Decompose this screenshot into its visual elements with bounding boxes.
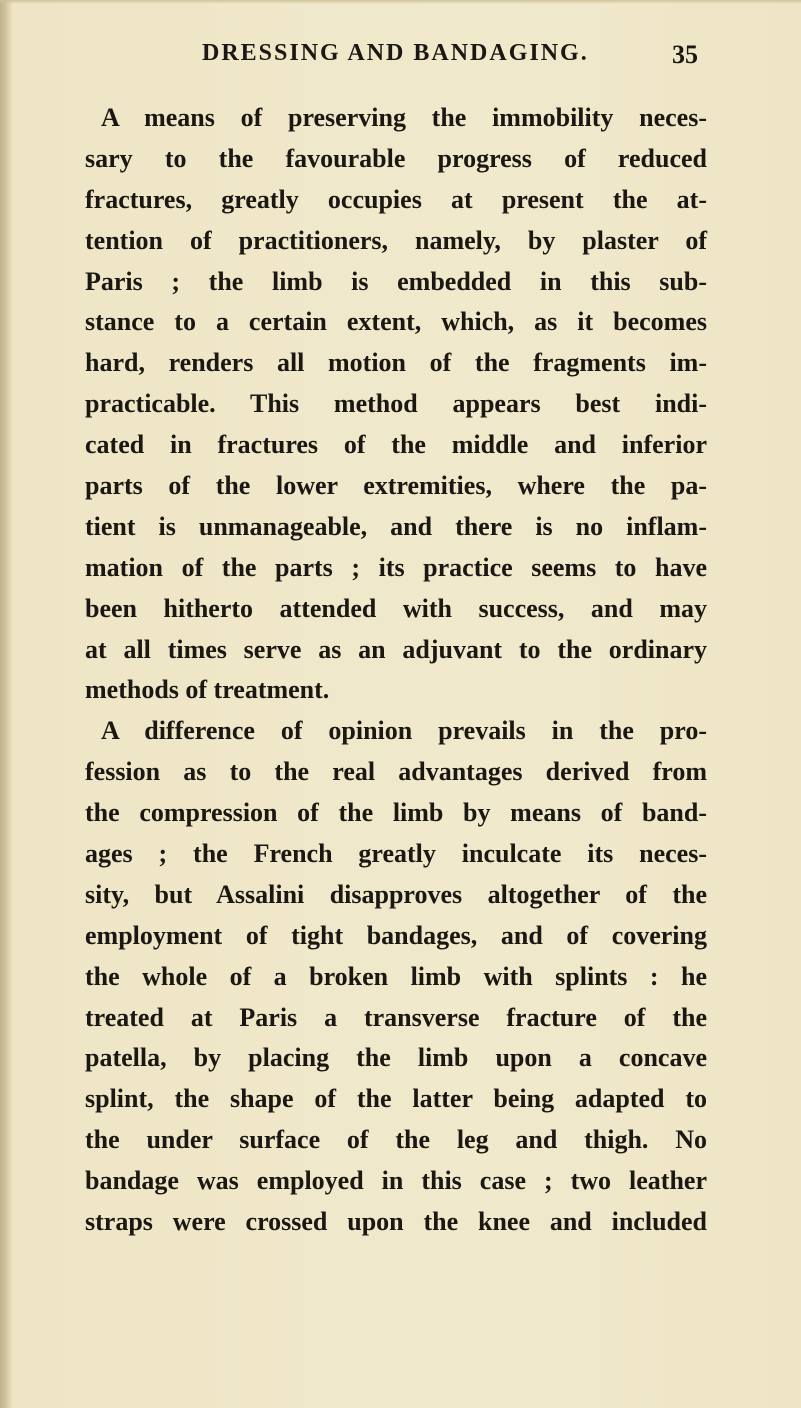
text-line: the under surface of the leg and thigh. No — [85, 1125, 707, 1155]
text-line: patella, by placing the limb upon a concave — [85, 1043, 707, 1073]
text-line: A difference of opinion prevails in the pro- — [101, 716, 707, 746]
running-head: DRESSING AND BANDAGING. — [202, 40, 589, 66]
text-line: sity, but Assalini disapproves altogether of the — [85, 879, 707, 909]
paragraph-2 — [85, 711, 707, 1243]
text-line: the whole of a broken limb with splints : he — [85, 961, 707, 991]
text-line: parts of the lower extremities, where the pa- — [85, 471, 707, 501]
text-line: stance to a certain extent, which, as it becomes — [85, 307, 707, 337]
text-line: straps were crossed upon the knee and included — [85, 1207, 707, 1237]
body-text — [85, 98, 707, 1243]
text-line: fession as to the real advantages derived from — [85, 757, 707, 787]
text-line: been hitherto attended with success, and may — [85, 593, 707, 623]
text-line: methods of treatment. — [85, 675, 330, 705]
text-line: practicable. This method appears best indi- — [85, 389, 707, 419]
text-line: employment of tight bandages, and of covering — [85, 920, 707, 950]
page-number: 35 — [672, 40, 698, 69]
text-line: ages ; the French greatly inculcate its neces- — [85, 839, 707, 869]
text-line: tention of practitioners, namely, by plaster of — [85, 225, 707, 255]
text-line: the compression of the limb by means of band- — [85, 798, 707, 828]
text-line: fractures, greatly occupies at present the at- — [85, 184, 707, 214]
text-line: Paris ; the limb is embedded in this sub- — [85, 266, 707, 296]
gutter-shadow — [0, 0, 12, 1408]
paragraph-1 — [85, 98, 707, 711]
text-line: hard, renders all motion of the fragments im- — [85, 348, 707, 378]
text-line: treated at Paris a transverse fracture of the — [85, 1002, 707, 1032]
text-line: sary to the favourable progress of reduced — [85, 143, 707, 173]
text-line: A means of preserving the immobility neces- — [101, 103, 707, 132]
page-top-edge — [0, 0, 801, 4]
text-line: at all times serve as an adjuvant to the ordinary — [85, 634, 707, 664]
text-line: tient is unmanageable, and there is no inflam- — [85, 511, 707, 541]
text-line: splint, the shape of the latter being adapted to — [85, 1084, 707, 1114]
text-line: mation of the parts ; its practice seems to have — [85, 552, 707, 582]
text-line: bandage was employed in this case ; two leather — [85, 1166, 707, 1196]
text-line: cated in fractures of the middle and inferior — [85, 430, 707, 460]
